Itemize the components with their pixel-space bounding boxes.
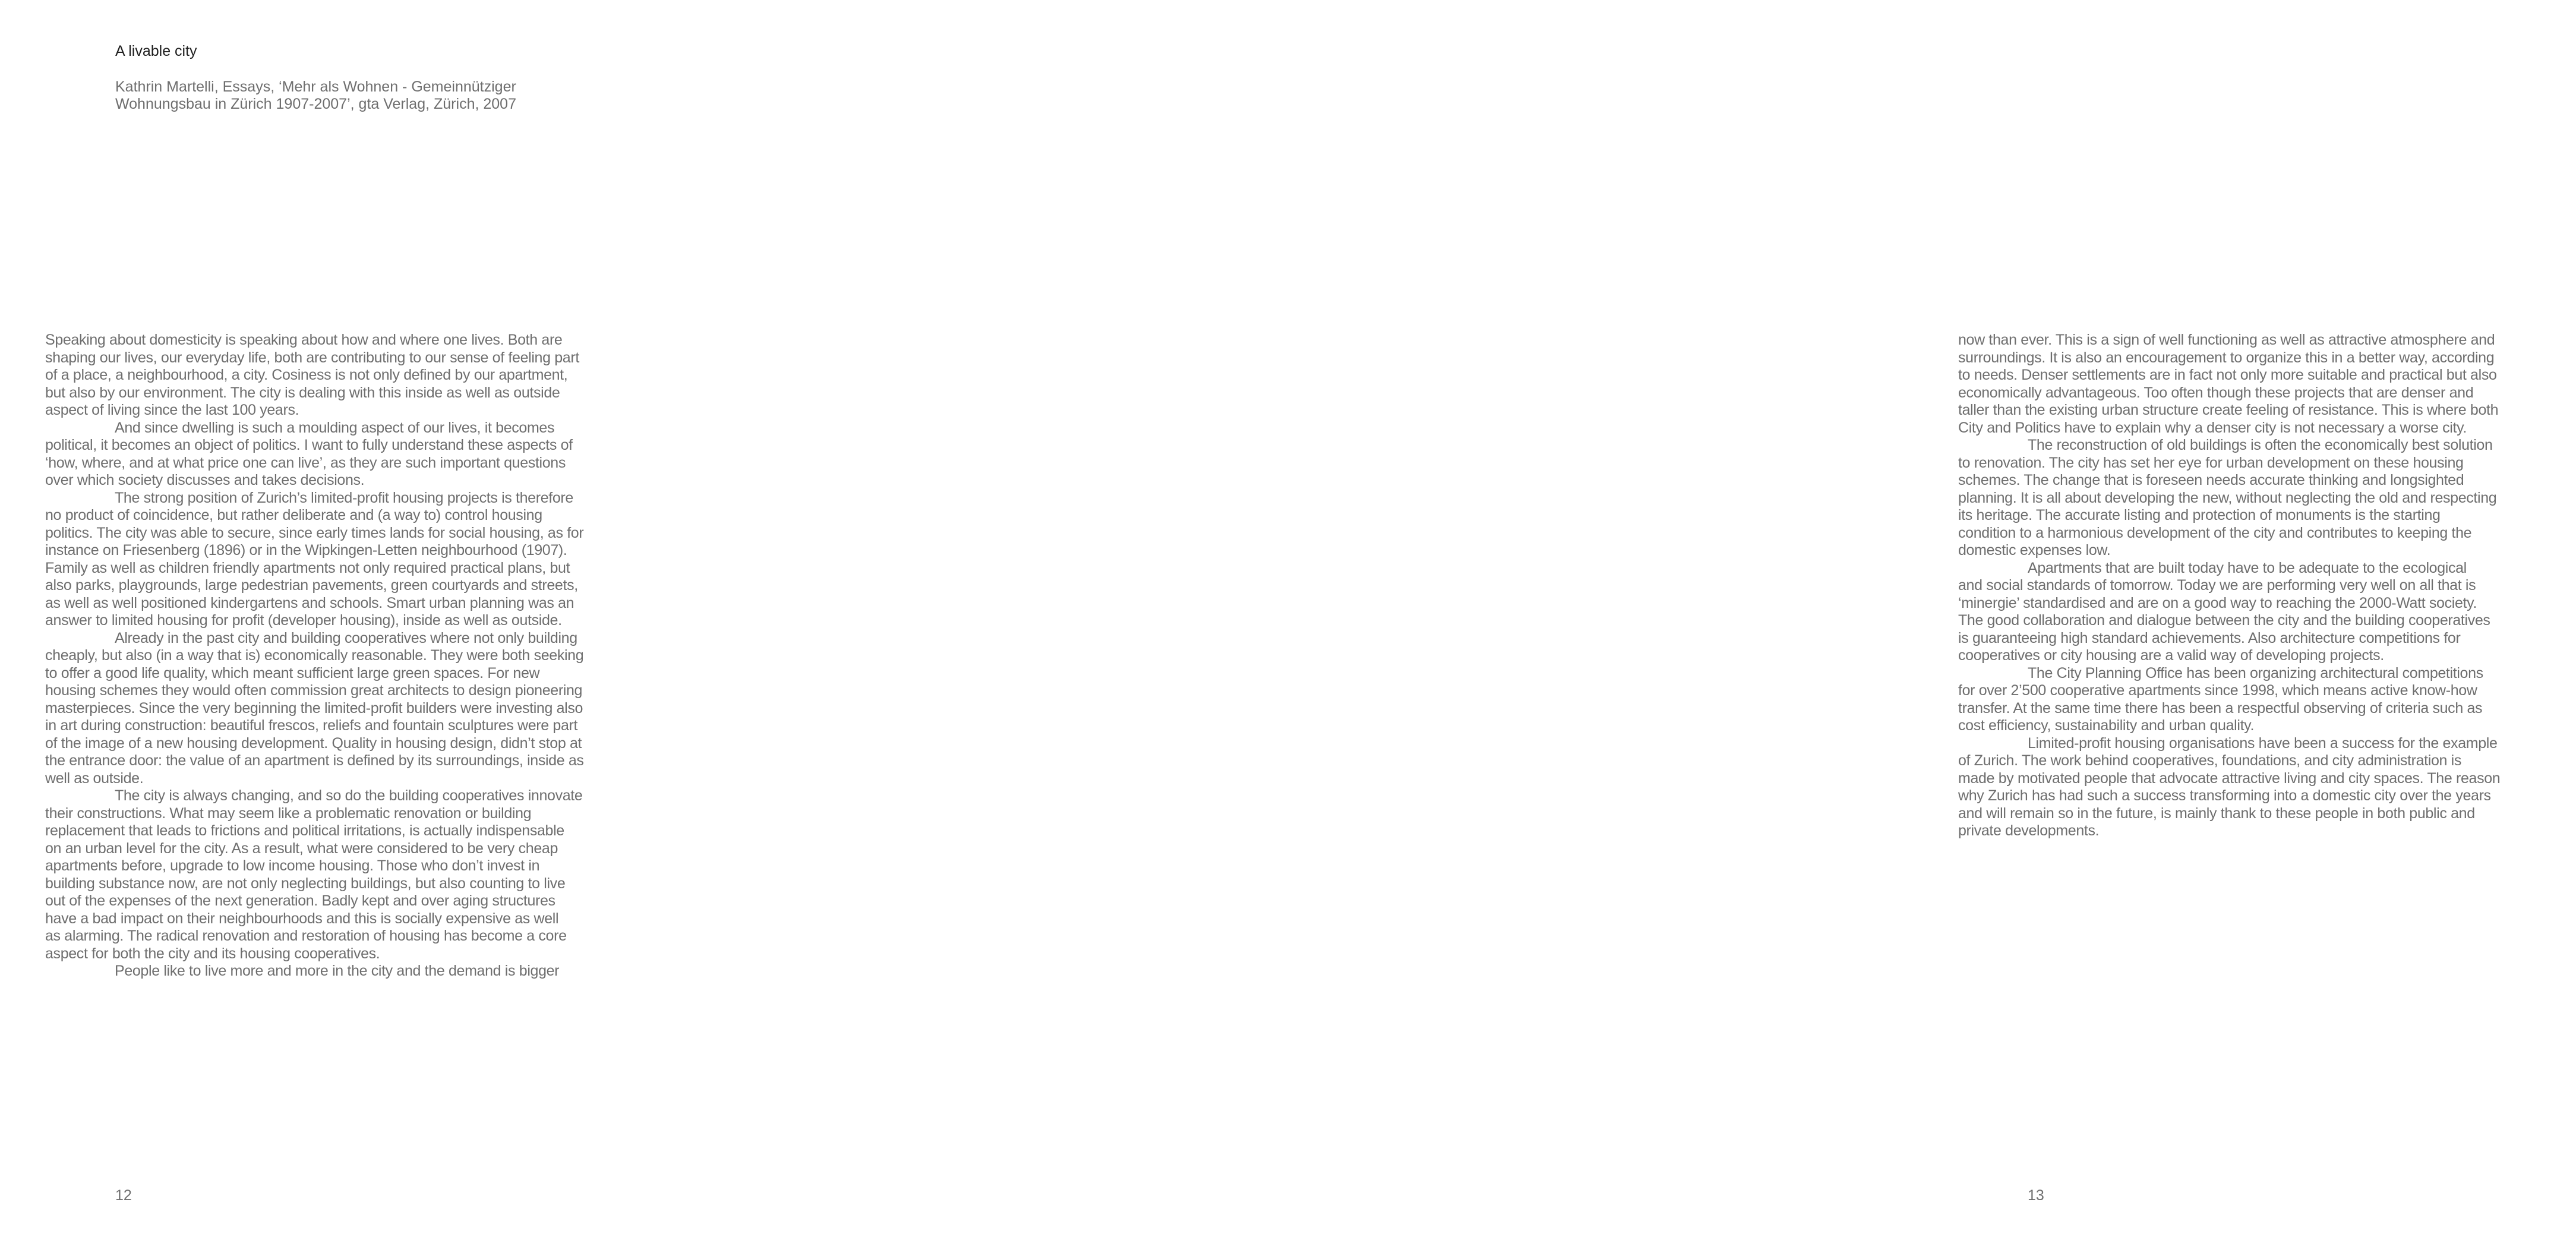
body-text-line: to needs. Denser settlements are in fact not only more suitable and practical but also [1958, 367, 2497, 383]
body-text-line: private developments. [1958, 822, 2100, 839]
body-text-line: is guaranteeing high standard achievements. Also architecture competitions for [1958, 629, 2461, 646]
source-citation [115, 78, 516, 113]
body-text-line: Speaking about domesticity is speaking about how and where one lives. Both are [45, 332, 563, 348]
body-text-line: condition to a harmonious development of the city and contributes to keeping the [1958, 524, 2472, 541]
body-text-line: City and Politics have to explain why a denser city is not necessary a worse city. [1958, 419, 2467, 436]
body-text-line: now than ever. This is a sign of well functioning as well as attractive atmosphere and [1958, 332, 2495, 348]
body-text-line: Already in the past city and building cooperatives where not only building [115, 629, 577, 646]
page-number-right: 13 [2028, 1187, 2044, 1204]
body-text-line: and will remain so in the future, is mainly thank to these people in both public and [1958, 804, 2475, 822]
source-line-1: Kathrin Martelli, Essays, ‘Mehr als Wohnen - Gemeinnütziger [115, 78, 516, 95]
body-text-line: politics. The city was able to secure, since early times lands for social housing, as for [45, 524, 584, 541]
body-text-line: also parks, playgrounds, large pedestrian pavements, green courtyards and streets, [45, 577, 578, 594]
body-text-line: economically advantageous. Too often though these projects that are denser and [1958, 384, 2474, 401]
body-text-line: answer to limited housing for profit (developer housing), inside as well as outside. [45, 612, 562, 629]
body-text-line: and social standards of tomorrow. Today we are performing very well on all that is [1958, 577, 2476, 594]
right-page [936, 0, 2501, 1240]
source-line-2: Wohnungsbau in Zürich 1907-2007’, gta Verlag, Zürich, 2007 [115, 96, 516, 112]
body-text-line: cooperatives or city housing are a valid way of developing projects. [1958, 647, 2384, 664]
body-text-line: cheaply, but also (in a way that is) economically reasonable. They were both seeking [45, 647, 584, 664]
body-text-line: for over 2’500 cooperative apartments since 1998, which means active know-how [1958, 682, 2477, 699]
body-text-line: aspect of living since the last 100 years. [45, 402, 299, 418]
body-text-line: domestic expenses low. [1958, 542, 2111, 559]
body-text-line: its heritage. The accurate listing and protection of monuments is the starting [1958, 507, 2441, 523]
body-text-line: taller than the existing urban structure create feeling of resistance. This is where both [1958, 402, 2499, 418]
body-text-line: no product of coincidence, but rather deliberate and (a way to) control housing [45, 507, 542, 523]
body-text-line: made by motivated people that advocate attractive living and city spaces. The reason [1958, 769, 2501, 787]
body-text-line: their constructions. What may seem like a problematic renovation or building [45, 804, 532, 822]
body-text-line: The good collaboration and dialogue between the city and the building cooperatives [1958, 612, 2490, 629]
body-text-line: Family as well as children friendly apartments not only required practical plans, but [45, 559, 570, 576]
body-text-line: ‘how, where, and at what price one can live’, as they are such important questions [45, 454, 566, 471]
body-text-line: instance on Friesenberg (1896) or in the Wipkingen-Letten neighbourhood (1907). [45, 542, 567, 559]
body-text-line: apartments before, upgrade to low income housing. Those who don’t invest in [45, 857, 540, 874]
body-text-line: The city is always changing, and so do the building cooperatives innovate [115, 787, 583, 804]
essay-title: A livable city [115, 43, 197, 59]
body-text-line: schemes. The change that is foreseen needs accurate thinking and longsighted [1958, 472, 2464, 488]
body-text-line: of Zurich. The work behind cooperatives, foundations, and city administration is [1958, 752, 2462, 769]
body-text-line: surroundings. It is also an encouragement to organize this in a better way, according [1958, 349, 2495, 366]
body-text-line: transfer. At the same time there has been a respectful observing of criteria such as [1958, 699, 2483, 717]
body-text-line: And since dwelling is such a moulding aspect of our lives, it becomes [115, 419, 555, 436]
body-text-line: The City Planning Office has been organizing architectural competitions [2028, 664, 2483, 681]
body-text-line: well as outside. [45, 769, 144, 787]
body-text-line: but also by our environment. The city is dealing with this inside as well as outside [45, 384, 560, 401]
body-text-line: The reconstruction of old buildings is often the economically best solution [2028, 437, 2493, 453]
page-number-left: 12 [115, 1187, 132, 1204]
body-text-line: to renovation. The city has set her eye for urban development on these housing [1958, 454, 2464, 471]
body-text-line: the entrance door: the value of an apartment is defined by its surroundings, inside as [45, 752, 584, 769]
body-text-line: Limited-profit housing organisations have been a success for the example [2028, 734, 2498, 752]
body-text-line: cost efficiency, sustainability and urban quality. [1958, 717, 2255, 734]
body-text-line: on an urban level for the city. As a result, what were considered to be very cheap [45, 840, 558, 857]
body-text-line: as alarming. The radical renovation and restoration of housing has become a core [45, 927, 567, 944]
left-page [0, 0, 936, 1240]
body-text-line: of the image of a new housing development. Quality in housing design, didn’t stop at [45, 734, 582, 752]
body-text-line: of a place, a neighbourhood, a city. Cosiness is not only defined by our apartment, [45, 367, 568, 383]
body-text-line: aspect for both the city and its housing cooperatives. [45, 945, 380, 962]
body-text-line: People like to live more and more in the city and the demand is bigger [115, 963, 560, 979]
body-text-line: have a bad impact on their neighbourhoods and this is socially expensive as well [45, 910, 559, 927]
body-text-line: out of the expenses of the next generation. Badly kept and over aging structures [45, 892, 555, 909]
body-text-line: building substance now, are not only neglecting buildings, but also counting to live [45, 875, 566, 892]
body-text-line: political, it becomes an object of politics. I want to fully understand these aspects of [45, 437, 573, 453]
body-text-line: The strong position of Zurich’s limited-profit housing projects is therefore [115, 489, 573, 506]
right-body-text [1958, 332, 2576, 840]
body-text-line: housing schemes they would often commission great architects to design pioneering [45, 682, 583, 699]
body-text-line: in art during construction: beautiful frescos, reliefs and fountain sculptures were part [45, 717, 578, 734]
body-text-line: masterpieces. Since the very beginning the limited-profit builders were investing also [45, 699, 583, 717]
body-text-line: planning. It is all about developing the new, without neglecting the old and respecting [1958, 489, 2497, 506]
body-text-line: Apartments that are built today have to be adequate to the ecological [2028, 559, 2467, 576]
body-text-line: why Zurich has had such a success transforming into a domestic city over the years [1958, 787, 2491, 804]
body-text-line: as well as well positioned kindergartens and schools. Smart urban planning was an [45, 594, 574, 611]
body-text-line: to offer a good life quality, which meant sufficient large green spaces. For new [45, 664, 540, 681]
body-text-line: over which society discusses and takes decisions. [45, 472, 365, 488]
body-text-line: replacement that leads to frictions and political irritations, is actually indispensable [45, 822, 564, 839]
body-text-line: shaping our lives, our everyday life, both are contributing to our sense of feeling part [45, 349, 579, 366]
body-text-line: ‘minergie’ standardised and are on a good way to reaching the 2000-Watt society. [1958, 594, 2477, 611]
left-body-text [45, 332, 651, 980]
